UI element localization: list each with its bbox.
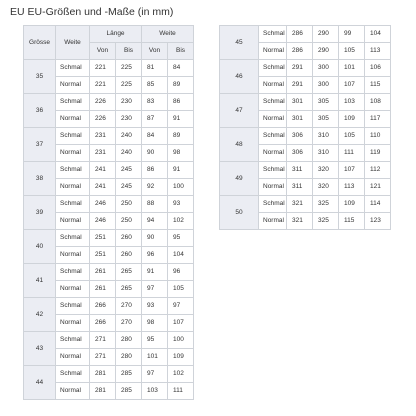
length-from-cell: 261 — [90, 281, 116, 298]
width-type-cell: Schmal — [56, 298, 90, 315]
length-from-cell: 231 — [90, 128, 116, 145]
length-from-cell: 266 — [90, 298, 116, 315]
length-from-cell: 266 — [90, 315, 116, 332]
width-from-cell: 111 — [339, 145, 365, 162]
length-from-cell: 301 — [287, 111, 313, 128]
length-to-cell: 280 — [116, 332, 142, 349]
width-to-cell: 117 — [365, 111, 391, 128]
width-to-cell: 106 — [365, 60, 391, 77]
header-width-type: Weite — [56, 26, 90, 60]
width-type-cell: Normal — [56, 349, 90, 366]
table-row — [220, 162, 391, 179]
width-from-cell: 101 — [142, 349, 168, 366]
size-table-left-body — [24, 60, 194, 400]
width-from-cell: 93 — [142, 298, 168, 315]
width-to-cell: 86 — [168, 94, 194, 111]
width-to-cell: 96 — [168, 264, 194, 281]
length-from-cell: 246 — [90, 213, 116, 230]
width-from-cell: 83 — [142, 94, 168, 111]
size-cell: 42 — [24, 298, 56, 332]
width-from-cell: 96 — [142, 247, 168, 264]
size-cell: 38 — [24, 162, 56, 196]
width-from-cell: 115 — [339, 213, 365, 230]
width-to-cell: 104 — [365, 26, 391, 43]
length-from-cell: 241 — [90, 179, 116, 196]
width-from-cell: 92 — [142, 179, 168, 196]
length-to-cell: 320 — [313, 162, 339, 179]
width-type-cell: Normal — [56, 111, 90, 128]
length-to-cell: 310 — [313, 128, 339, 145]
size-cell: 47 — [220, 94, 259, 128]
width-to-cell: 100 — [168, 179, 194, 196]
width-from-cell: 99 — [339, 26, 365, 43]
width-to-cell: 102 — [168, 366, 194, 383]
length-from-cell: 311 — [287, 162, 313, 179]
length-from-cell: 221 — [90, 77, 116, 94]
size-table-right — [219, 25, 391, 230]
width-type-cell: Normal — [56, 213, 90, 230]
header-width-from: Von — [142, 43, 168, 60]
length-from-cell: 221 — [90, 60, 116, 77]
length-to-cell: 285 — [116, 383, 142, 400]
width-to-cell: 95 — [168, 230, 194, 247]
width-type-cell: Normal — [56, 145, 90, 162]
size-cell: 46 — [220, 60, 259, 94]
width-from-cell: 97 — [142, 366, 168, 383]
size-cell: 45 — [220, 26, 259, 60]
width-from-cell: 90 — [142, 230, 168, 247]
table-row — [220, 94, 391, 111]
length-from-cell: 321 — [287, 213, 313, 230]
width-from-cell: 94 — [142, 213, 168, 230]
width-type-cell: Schmal — [56, 332, 90, 349]
width-to-cell: 104 — [168, 247, 194, 264]
length-to-cell: 230 — [116, 94, 142, 111]
width-type-cell: Schmal — [259, 162, 287, 179]
length-from-cell: 281 — [90, 383, 116, 400]
width-from-cell: 84 — [142, 128, 168, 145]
width-from-cell: 85 — [142, 77, 168, 94]
length-to-cell: 280 — [116, 349, 142, 366]
length-to-cell: 305 — [313, 111, 339, 128]
length-to-cell: 290 — [313, 26, 339, 43]
length-from-cell: 226 — [90, 94, 116, 111]
length-from-cell: 281 — [90, 366, 116, 383]
width-type-cell: Schmal — [259, 196, 287, 213]
width-type-cell: Schmal — [259, 60, 287, 77]
width-type-cell: Schmal — [56, 264, 90, 281]
length-from-cell: 241 — [90, 162, 116, 179]
width-to-cell: 119 — [365, 145, 391, 162]
width-type-cell: Schmal — [259, 94, 287, 111]
width-type-cell: Normal — [259, 179, 287, 196]
width-to-cell: 121 — [365, 179, 391, 196]
width-to-cell: 123 — [365, 213, 391, 230]
table-row — [220, 26, 391, 43]
table-row — [220, 60, 391, 77]
width-type-cell: Normal — [259, 43, 287, 60]
size-cell: 48 — [220, 128, 259, 162]
length-to-cell: 250 — [116, 213, 142, 230]
table-row — [220, 196, 391, 213]
length-to-cell: 250 — [116, 196, 142, 213]
length-to-cell: 300 — [313, 60, 339, 77]
size-cell: 49 — [220, 162, 259, 196]
width-to-cell: 105 — [168, 281, 194, 298]
width-from-cell: 103 — [339, 94, 365, 111]
width-from-cell: 88 — [142, 196, 168, 213]
width-type-cell: Schmal — [56, 94, 90, 111]
header-length-from: Von — [90, 43, 116, 60]
length-to-cell: 245 — [116, 179, 142, 196]
length-to-cell: 325 — [313, 213, 339, 230]
width-to-cell: 112 — [365, 162, 391, 179]
width-from-cell: 95 — [142, 332, 168, 349]
header-length: Länge — [90, 26, 142, 43]
width-from-cell: 91 — [142, 264, 168, 281]
width-type-cell: Schmal — [259, 26, 287, 43]
table-row — [24, 60, 194, 77]
length-from-cell: 251 — [90, 230, 116, 247]
length-to-cell: 325 — [313, 196, 339, 213]
table-row — [24, 162, 194, 179]
width-to-cell: 102 — [168, 213, 194, 230]
header-size: Grösse — [24, 26, 56, 60]
width-from-cell: 81 — [142, 60, 168, 77]
width-type-cell: Normal — [56, 247, 90, 264]
size-table-left — [23, 25, 194, 400]
size-cell: 35 — [24, 60, 56, 94]
table-row — [24, 332, 194, 349]
length-from-cell: 261 — [90, 264, 116, 281]
length-to-cell: 305 — [313, 94, 339, 111]
length-from-cell: 251 — [90, 247, 116, 264]
length-from-cell: 271 — [90, 349, 116, 366]
table-row — [24, 264, 194, 281]
length-to-cell: 225 — [116, 60, 142, 77]
size-cell: 43 — [24, 332, 56, 366]
width-type-cell: Normal — [56, 383, 90, 400]
width-from-cell: 90 — [142, 145, 168, 162]
size-table-right-body — [220, 26, 391, 230]
width-to-cell: 113 — [365, 43, 391, 60]
width-from-cell: 87 — [142, 111, 168, 128]
width-from-cell: 107 — [339, 162, 365, 179]
width-type-cell: Normal — [259, 145, 287, 162]
table-row — [24, 230, 194, 247]
size-cell: 39 — [24, 196, 56, 230]
width-to-cell: 98 — [168, 145, 194, 162]
size-cell: 37 — [24, 128, 56, 162]
length-to-cell: 270 — [116, 298, 142, 315]
width-to-cell: 107 — [168, 315, 194, 332]
header-length-to: Bis — [116, 43, 142, 60]
width-type-cell: Normal — [259, 77, 287, 94]
table-row — [24, 196, 194, 213]
table-row — [24, 94, 194, 111]
length-from-cell: 291 — [287, 77, 313, 94]
length-to-cell: 270 — [116, 315, 142, 332]
length-to-cell: 265 — [116, 281, 142, 298]
width-type-cell: Normal — [259, 111, 287, 128]
length-from-cell: 321 — [287, 196, 313, 213]
width-type-cell: Schmal — [56, 230, 90, 247]
width-to-cell: 84 — [168, 60, 194, 77]
width-from-cell: 98 — [142, 315, 168, 332]
width-from-cell: 105 — [339, 128, 365, 145]
size-cell: 44 — [24, 366, 56, 400]
length-to-cell: 225 — [116, 77, 142, 94]
width-type-cell: Normal — [56, 281, 90, 298]
width-to-cell: 91 — [168, 162, 194, 179]
width-type-cell: Normal — [259, 213, 287, 230]
length-from-cell: 306 — [287, 145, 313, 162]
width-from-cell: 105 — [339, 43, 365, 60]
width-type-cell: Schmal — [56, 196, 90, 213]
width-type-cell: Normal — [56, 77, 90, 94]
width-to-cell: 100 — [168, 332, 194, 349]
width-from-cell: 109 — [339, 111, 365, 128]
length-to-cell: 290 — [313, 43, 339, 60]
width-type-cell: Schmal — [56, 162, 90, 179]
size-cell: 36 — [24, 94, 56, 128]
length-to-cell: 260 — [116, 247, 142, 264]
width-from-cell: 97 — [142, 281, 168, 298]
width-to-cell: 97 — [168, 298, 194, 315]
length-to-cell: 240 — [116, 128, 142, 145]
length-from-cell: 246 — [90, 196, 116, 213]
width-from-cell: 109 — [339, 196, 365, 213]
width-from-cell: 86 — [142, 162, 168, 179]
width-to-cell: 89 — [168, 77, 194, 94]
length-to-cell: 285 — [116, 366, 142, 383]
length-from-cell: 271 — [90, 332, 116, 349]
length-from-cell: 286 — [287, 26, 313, 43]
table-row — [24, 298, 194, 315]
width-to-cell: 114 — [365, 196, 391, 213]
length-from-cell: 286 — [287, 43, 313, 60]
size-cell: 41 — [24, 264, 56, 298]
width-from-cell: 107 — [339, 77, 365, 94]
table-row — [220, 128, 391, 145]
header-width-to: Bis — [168, 43, 194, 60]
width-type-cell: Normal — [56, 315, 90, 332]
width-from-cell: 101 — [339, 60, 365, 77]
length-to-cell: 300 — [313, 77, 339, 94]
width-to-cell: 89 — [168, 128, 194, 145]
length-from-cell: 306 — [287, 128, 313, 145]
width-to-cell: 109 — [168, 349, 194, 366]
length-to-cell: 320 — [313, 179, 339, 196]
length-from-cell: 311 — [287, 179, 313, 196]
length-from-cell: 231 — [90, 145, 116, 162]
length-to-cell: 260 — [116, 230, 142, 247]
width-to-cell: 91 — [168, 111, 194, 128]
length-from-cell: 301 — [287, 94, 313, 111]
header-width: Weite — [142, 26, 194, 43]
width-to-cell: 108 — [365, 94, 391, 111]
size-cell: 40 — [24, 230, 56, 264]
width-to-cell: 93 — [168, 196, 194, 213]
length-to-cell: 240 — [116, 145, 142, 162]
table-row — [24, 128, 194, 145]
width-type-cell: Schmal — [259, 128, 287, 145]
table-row — [24, 366, 194, 383]
width-to-cell: 115 — [365, 77, 391, 94]
width-type-cell: Schmal — [56, 60, 90, 77]
length-from-cell: 291 — [287, 60, 313, 77]
size-cell: 50 — [220, 196, 259, 230]
width-type-cell: Normal — [56, 179, 90, 196]
width-type-cell: Schmal — [56, 128, 90, 145]
width-type-cell: Schmal — [56, 366, 90, 383]
width-from-cell: 113 — [339, 179, 365, 196]
length-to-cell: 265 — [116, 264, 142, 281]
length-to-cell: 310 — [313, 145, 339, 162]
page-title: EU EU-Größen und -Maße (in mm) — [10, 6, 174, 18]
width-from-cell: 103 — [142, 383, 168, 400]
width-to-cell: 111 — [168, 383, 194, 400]
length-to-cell: 245 — [116, 162, 142, 179]
length-to-cell: 230 — [116, 111, 142, 128]
length-from-cell: 226 — [90, 111, 116, 128]
width-to-cell: 110 — [365, 128, 391, 145]
